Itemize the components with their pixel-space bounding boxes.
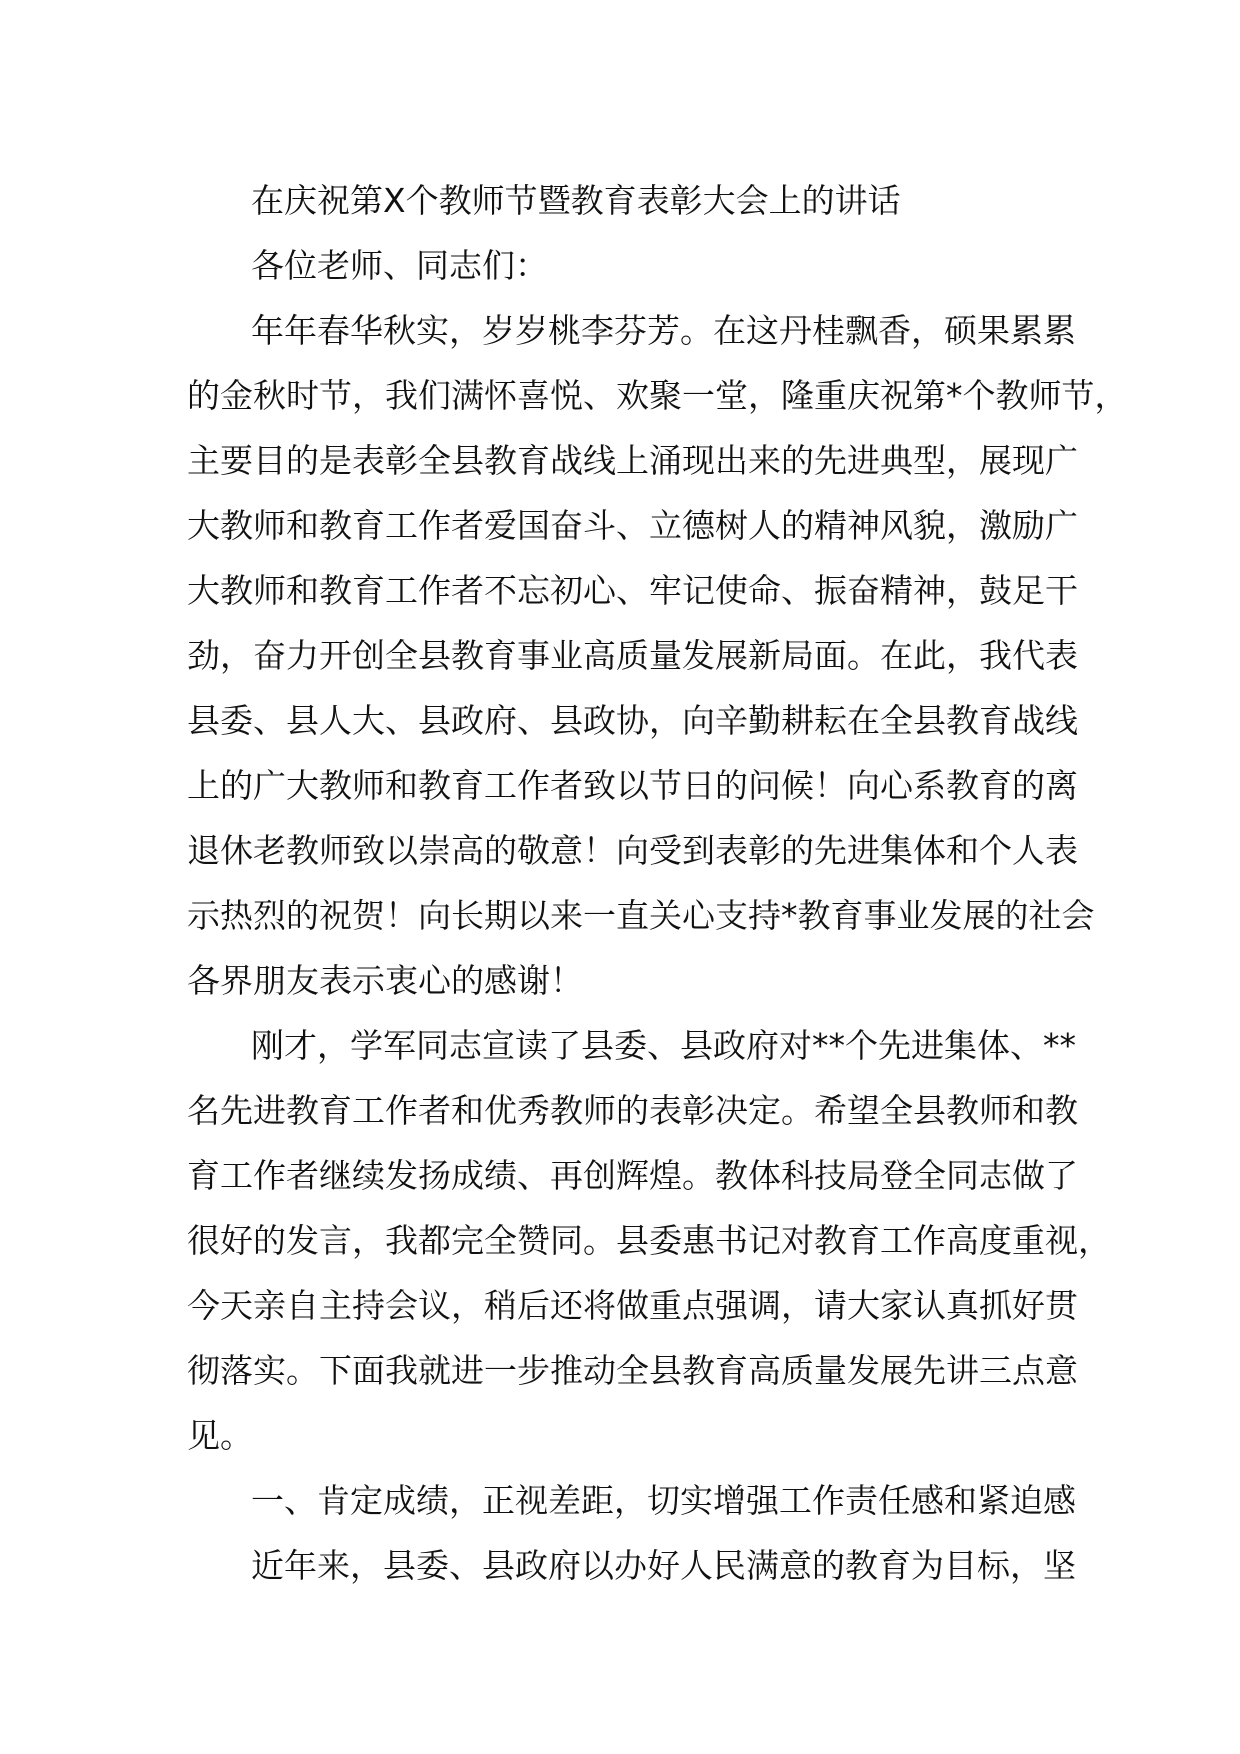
paragraph-line: 很好的发言，我都完全赞同。县委惠书记对教育工作高度重视， [187, 1221, 1111, 1260]
paragraph-line: 名先进教育工作者和优秀教师的表彰决定。希望全县教师和教 [187, 1091, 1078, 1130]
paragraph-commendation [187, 1013, 1111, 1468]
speech-title: 在庆祝第X个教师节暨教育表彰大会上的讲话 [251, 181, 901, 220]
paragraph-line: 近年来，县委、县政府以办好人民满意的教育为目标，坚 [251, 1546, 1076, 1585]
paragraph-line: 的金秋时节，我们满怀喜悦、欢聚一堂，隆重庆祝第*个教师节， [187, 376, 1128, 415]
paragraph-line: 育工作者继续发扬成绩、再创辉煌。教体科技局登全同志做了 [187, 1156, 1078, 1195]
paragraph-line: 上的广大教师和教育工作者致以节日的问候！向心系教育的离 [187, 766, 1078, 805]
paragraph-line: 示热烈的祝贺！向长期以来一直关心支持*教育事业发展的社会 [187, 896, 1095, 935]
section-heading: 一、肯定成绩，正视差距，切实增强工作责任感和紧迫感 [251, 1481, 1076, 1520]
paragraph-line: 大教师和教育工作者爱国奋斗、立德树人的精神风貌，激励广 [187, 506, 1078, 545]
paragraph-line: 县委、县人大、县政府、县政协，向辛勤耕耘在全县教育战线 [187, 701, 1078, 740]
paragraph-opening [187, 298, 1128, 1013]
document-body [187, 168, 1128, 1598]
paragraph-line: 刚才，学军同志宣读了县委、县政府对**个先进集体、** [251, 1026, 1076, 1065]
paragraph-line: 年年春华秋实，岁岁桃李芬芳。在这丹桂飘香，硕果累累 [251, 311, 1076, 350]
greeting: 各位老师、同志们： [251, 246, 548, 285]
paragraph-line: 退休老教师致以崇高的敬意！向受到表彰的先进集体和个人表 [187, 831, 1078, 870]
paragraph-line: 大教师和教育工作者不忘初心、牢记使命、振奋精神，鼓足干 [187, 571, 1078, 610]
paragraph-line: 主要目的是表彰全县教育战线上涌现出来的先进典型，展现广 [187, 441, 1078, 480]
paragraph-line: 见。 [187, 1416, 253, 1455]
paragraph-line: 今天亲自主持会议，稍后还将做重点强调，请大家认真抓好贯 [187, 1286, 1078, 1325]
paragraph-line: 各界朋友表示衷心的感谢！ [187, 961, 583, 1000]
paragraph-line: 彻落实。下面我就进一步推动全县教育高质量发展先讲三点意 [187, 1351, 1078, 1390]
paragraph-line: 劲，奋力开创全县教育事业高质量发展新局面。在此，我代表 [187, 636, 1078, 675]
